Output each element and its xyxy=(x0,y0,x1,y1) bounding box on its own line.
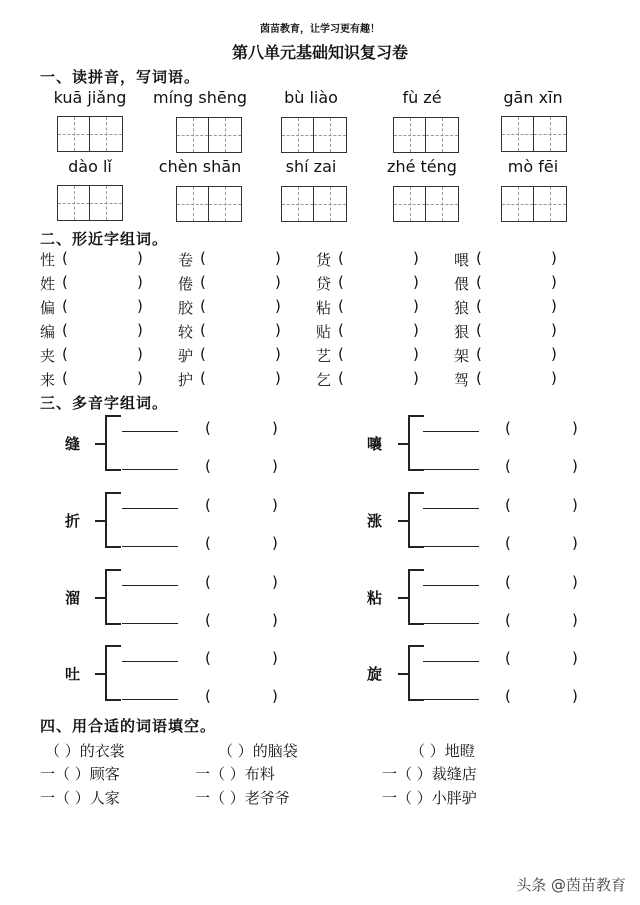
similar-char: 贴 xyxy=(316,323,332,341)
answer-paren-right[interactable]: ) xyxy=(551,345,557,363)
pinyin-2-3: shí zai xyxy=(285,157,337,176)
answer-line[interactable] xyxy=(122,546,178,547)
similar-char: 较 xyxy=(178,323,194,341)
answer-paren-right[interactable]: ) xyxy=(551,369,557,387)
answer-paren-right[interactable]: ) xyxy=(413,297,419,315)
answer-paren-right[interactable]: ) xyxy=(275,345,281,363)
answer-paren-left[interactable]: ( xyxy=(62,369,68,387)
pinyin-paren-right[interactable]: ) xyxy=(572,649,578,667)
polyphone-char: 粘 xyxy=(367,589,383,607)
similar-char: 卷 xyxy=(178,251,194,269)
similar-char: 护 xyxy=(178,371,194,389)
brace xyxy=(105,492,121,548)
pinyin-paren-left[interactable]: ( xyxy=(205,573,211,591)
pinyin-paren-left[interactable]: ( xyxy=(505,687,511,705)
similar-char: 狠 xyxy=(454,323,470,341)
answer-line[interactable] xyxy=(122,469,178,470)
pinyin-2-2: chèn shān xyxy=(158,157,242,176)
answer-paren-left[interactable]: ( xyxy=(476,273,482,291)
pinyin-paren-right[interactable]: ) xyxy=(572,687,578,705)
writing-grid[interactable] xyxy=(176,186,242,222)
similar-char: 粘 xyxy=(316,299,332,317)
answer-line[interactable] xyxy=(423,431,479,432)
answer-paren-right[interactable]: ) xyxy=(413,345,419,363)
similar-char: 倦 xyxy=(178,275,194,293)
brace xyxy=(105,645,121,701)
answer-paren-left[interactable]: ( xyxy=(200,297,206,315)
brace xyxy=(408,645,424,701)
pinyin-paren-left[interactable]: ( xyxy=(205,419,211,437)
polyphone-char: 嚷 xyxy=(367,435,383,453)
fill-item[interactable]: 一（ ）裁缝店 xyxy=(382,765,477,783)
similar-char: 偎 xyxy=(454,275,470,293)
writing-grid[interactable] xyxy=(393,117,459,153)
polyphone-char: 缝 xyxy=(65,435,81,453)
answer-line[interactable] xyxy=(423,585,479,586)
answer-line[interactable] xyxy=(122,508,178,509)
answer-paren-right[interactable]: ) xyxy=(275,321,281,339)
pinyin-2-4: zhé téng xyxy=(387,157,457,176)
similar-char: 艺 xyxy=(316,347,332,365)
answer-paren-right[interactable]: ) xyxy=(137,273,143,291)
pinyin-paren-left[interactable]: ( xyxy=(205,534,211,552)
answer-paren-left[interactable]: ( xyxy=(338,297,344,315)
pinyin-1-1: kuā jiǎng xyxy=(53,88,127,107)
answer-paren-right[interactable]: ) xyxy=(137,321,143,339)
answer-paren-left[interactable]: ( xyxy=(200,273,206,291)
answer-paren-left[interactable]: ( xyxy=(338,321,344,339)
answer-paren-left[interactable]: ( xyxy=(338,345,344,363)
writing-grid[interactable] xyxy=(57,116,123,152)
similar-char: 架 xyxy=(454,347,470,365)
answer-paren-left[interactable]: ( xyxy=(200,345,206,363)
answer-paren-right[interactable]: ) xyxy=(551,321,557,339)
writing-grid[interactable] xyxy=(281,117,347,153)
pinyin-2-5: mò fēi xyxy=(507,157,559,176)
answer-paren-left[interactable]: ( xyxy=(62,345,68,363)
fill-item[interactable]: （ ）的脑袋 xyxy=(218,742,298,760)
similar-char: 偏 xyxy=(40,299,56,317)
fill-item[interactable]: 一（ ）顾客 xyxy=(40,765,120,783)
fill-item[interactable]: （ ）的衣裳 xyxy=(45,742,125,760)
pinyin-paren-right[interactable]: ) xyxy=(272,687,278,705)
writing-grid[interactable] xyxy=(501,186,567,222)
answer-line[interactable] xyxy=(122,661,178,662)
fill-item[interactable]: 一（ ）布料 xyxy=(195,765,275,783)
answer-line[interactable] xyxy=(423,469,479,470)
pinyin-paren-left[interactable]: ( xyxy=(505,649,511,667)
answer-paren-left[interactable]: ( xyxy=(476,369,482,387)
fill-item[interactable]: 一（ ）老爷爷 xyxy=(195,789,290,807)
pinyin-1-3: bù liào xyxy=(284,88,338,107)
pinyin-paren-left[interactable]: ( xyxy=(505,457,511,475)
writing-grid[interactable] xyxy=(501,116,567,152)
similar-char: 胶 xyxy=(178,299,194,317)
pinyin-paren-right[interactable]: ) xyxy=(272,611,278,629)
pinyin-paren-left[interactable]: ( xyxy=(205,611,211,629)
similar-char: 夹 xyxy=(40,347,56,365)
answer-line[interactable] xyxy=(423,661,479,662)
answer-paren-left[interactable]: ( xyxy=(62,321,68,339)
polyphone-char: 溜 xyxy=(65,589,81,607)
answer-paren-right[interactable]: ) xyxy=(137,249,143,267)
answer-paren-right[interactable]: ) xyxy=(275,273,281,291)
similar-char: 姓 xyxy=(40,275,56,293)
section4-heading: 四、用合适的词语填空。 xyxy=(40,717,217,735)
page-title: 第八单元基础知识复习卷 xyxy=(231,43,408,62)
answer-paren-left[interactable]: ( xyxy=(62,249,68,267)
section3-heading: 三、多音字组词。 xyxy=(40,394,169,412)
pinyin-paren-left[interactable]: ( xyxy=(505,419,511,437)
pinyin-paren-right[interactable]: ) xyxy=(272,534,278,552)
pinyin-paren-right[interactable]: ) xyxy=(572,419,578,437)
similar-char: 驴 xyxy=(178,347,194,365)
pinyin-paren-right[interactable]: ) xyxy=(572,457,578,475)
watermark: 头条 @茵苗教育 xyxy=(516,876,626,894)
answer-paren-left[interactable]: ( xyxy=(62,273,68,291)
slogan: 茵苗教育，让学习更有趣！ xyxy=(260,24,380,35)
answer-paren-right[interactable]: ) xyxy=(137,369,143,387)
answer-paren-left[interactable]: ( xyxy=(476,297,482,315)
answer-paren-left[interactable]: ( xyxy=(200,321,206,339)
answer-paren-left[interactable]: ( xyxy=(338,249,344,267)
answer-paren-left[interactable]: ( xyxy=(200,369,206,387)
similar-char: 贷 xyxy=(316,275,332,293)
section1-heading: 一、读拼音，写词语。 xyxy=(40,68,201,86)
answer-line[interactable] xyxy=(122,585,178,586)
similar-char: 编 xyxy=(40,323,56,341)
pinyin-paren-left[interactable]: ( xyxy=(205,687,211,705)
answer-paren-left[interactable]: ( xyxy=(476,249,482,267)
answer-paren-left[interactable]: ( xyxy=(62,297,68,315)
answer-paren-right[interactable]: ) xyxy=(551,273,557,291)
answer-paren-right[interactable]: ) xyxy=(413,369,419,387)
pinyin-paren-right[interactable]: ) xyxy=(272,419,278,437)
pinyin-2-1: dào lǐ xyxy=(68,157,112,176)
similar-char: 来 xyxy=(40,371,56,389)
answer-paren-right[interactable]: ) xyxy=(137,297,143,315)
answer-paren-right[interactable]: ) xyxy=(275,249,281,267)
pinyin-paren-right[interactable]: ) xyxy=(572,534,578,552)
fill-item[interactable]: 一（ ）人家 xyxy=(40,789,120,807)
similar-char: 性 xyxy=(40,251,56,269)
answer-line[interactable] xyxy=(122,699,178,700)
section2-heading: 二、形近字组词。 xyxy=(40,230,169,248)
similar-char: 乞 xyxy=(316,371,332,389)
brace xyxy=(408,415,424,471)
answer-paren-left[interactable]: ( xyxy=(476,321,482,339)
answer-paren-right[interactable]: ) xyxy=(551,249,557,267)
answer-paren-left[interactable]: ( xyxy=(476,345,482,363)
pinyin-paren-right[interactable]: ) xyxy=(272,457,278,475)
similar-char: 狼 xyxy=(454,299,470,317)
answer-paren-left[interactable]: ( xyxy=(200,249,206,267)
answer-paren-right[interactable]: ) xyxy=(137,345,143,363)
pinyin-paren-left[interactable]: ( xyxy=(205,649,211,667)
answer-line[interactable] xyxy=(122,431,178,432)
writing-grid[interactable] xyxy=(281,186,347,222)
pinyin-paren-left[interactable]: ( xyxy=(505,496,511,514)
polyphone-char: 吐 xyxy=(65,665,81,683)
pinyin-paren-left[interactable]: ( xyxy=(505,534,511,552)
pinyin-paren-right[interactable]: ) xyxy=(572,573,578,591)
polyphone-char: 涨 xyxy=(367,512,383,530)
answer-line[interactable] xyxy=(423,699,479,700)
pinyin-paren-right[interactable]: ) xyxy=(572,611,578,629)
fill-item[interactable]: （ ）地瞪 xyxy=(410,742,475,760)
brace xyxy=(408,492,424,548)
answer-line[interactable] xyxy=(423,546,479,547)
answer-line[interactable] xyxy=(423,508,479,509)
pinyin-1-2: míng shēng xyxy=(152,88,248,107)
answer-paren-right[interactable]: ) xyxy=(275,297,281,315)
pinyin-paren-left[interactable]: ( xyxy=(505,611,511,629)
answer-paren-right[interactable]: ) xyxy=(413,249,419,267)
fill-item[interactable]: 一（ ）小胖驴 xyxy=(382,789,477,807)
answer-paren-right[interactable]: ) xyxy=(275,369,281,387)
pinyin-paren-left[interactable]: ( xyxy=(205,457,211,475)
similar-char: 喂 xyxy=(454,251,470,269)
answer-line[interactable] xyxy=(423,623,479,624)
writing-grid[interactable] xyxy=(57,185,123,221)
pinyin-paren-left[interactable]: ( xyxy=(505,573,511,591)
brace xyxy=(105,569,121,625)
polyphone-char: 旋 xyxy=(367,665,383,683)
answer-paren-right[interactable]: ) xyxy=(551,297,557,315)
answer-paren-right[interactable]: ) xyxy=(413,273,419,291)
writing-grid[interactable] xyxy=(176,117,242,153)
pinyin-paren-right[interactable]: ) xyxy=(272,496,278,514)
pinyin-paren-left[interactable]: ( xyxy=(205,496,211,514)
answer-paren-right[interactable]: ) xyxy=(413,321,419,339)
pinyin-paren-right[interactable]: ) xyxy=(272,573,278,591)
answer-paren-left[interactable]: ( xyxy=(338,369,344,387)
similar-char: 驾 xyxy=(454,371,470,389)
writing-grid[interactable] xyxy=(393,186,459,222)
brace xyxy=(408,569,424,625)
answer-paren-left[interactable]: ( xyxy=(338,273,344,291)
pinyin-1-5: gān xīn xyxy=(503,88,563,107)
pinyin-1-4: fù zé xyxy=(402,88,442,107)
polyphone-char: 折 xyxy=(65,512,81,530)
similar-char: 货 xyxy=(316,251,332,269)
brace xyxy=(105,415,121,471)
pinyin-paren-right[interactable]: ) xyxy=(572,496,578,514)
pinyin-paren-right[interactable]: ) xyxy=(272,649,278,667)
answer-line[interactable] xyxy=(122,623,178,624)
